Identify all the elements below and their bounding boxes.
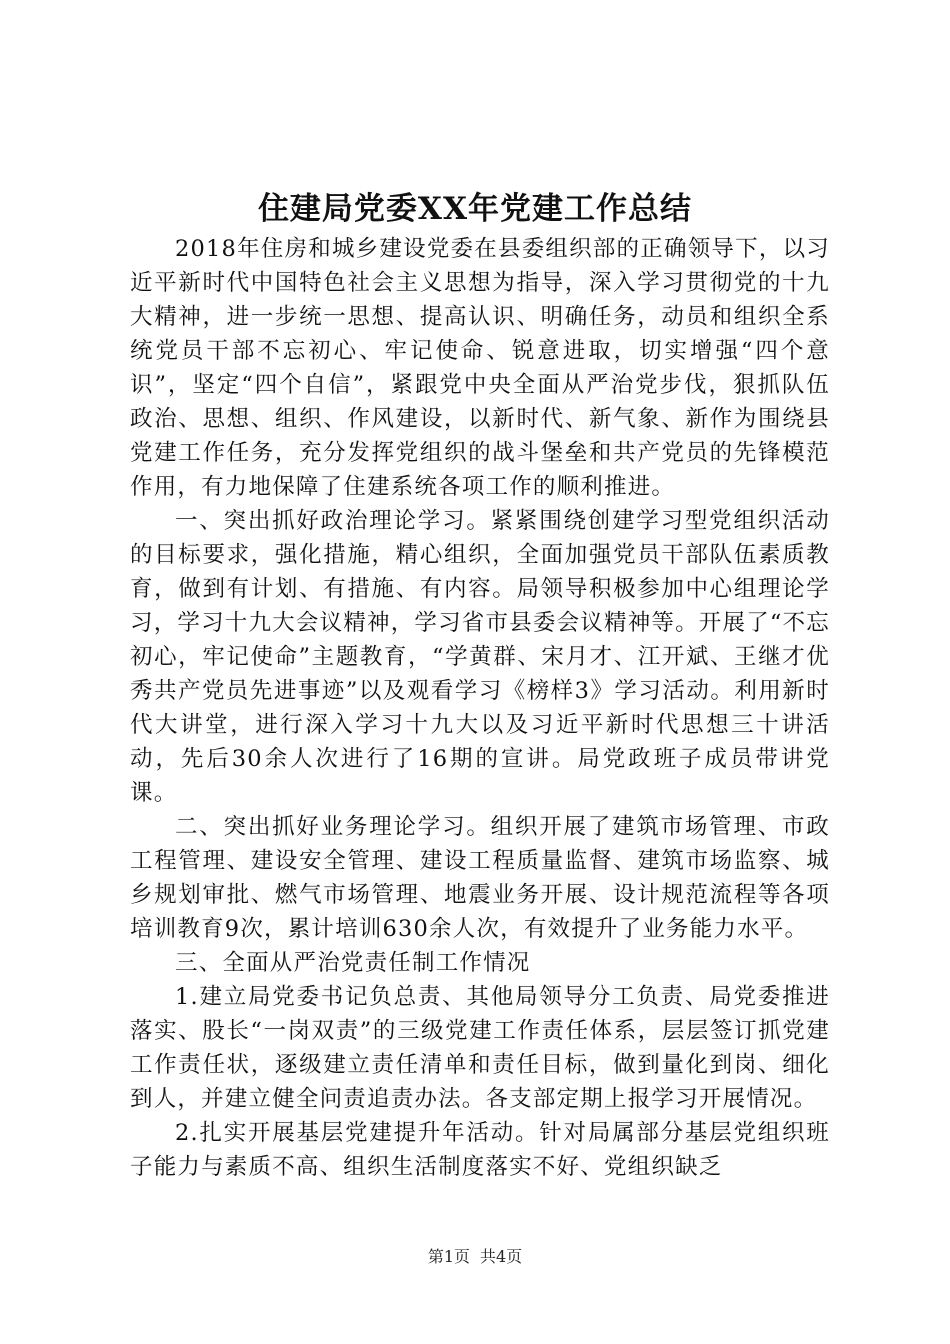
section-heading-responsibility: 三、全面从严治党责任制工作情况 xyxy=(175,950,531,976)
paragraph-business-study: 二、突出抓好业务理论学习。组织开展了建筑市场管理、市政工程管理、建设安全管理、建设工程质量监督、建筑市场监察、城乡规划审批、燃气市场管理、地震业务开展、设计规范流程等各项培训教育9次，累计培训630余人次，有效提升了业务能力水平。 xyxy=(130,814,830,942)
document-body xyxy=(130,232,830,1184)
page-footer xyxy=(0,1246,950,1268)
page-total: 共4页 xyxy=(480,1247,523,1266)
paragraph-grassroots: 2.扎实开展基层党建提升年活动。针对局属部分基层党组织班子能力与素质不高、组织生活制度落实不好、党组织缺乏 xyxy=(130,1120,830,1180)
document-title: 住建局党委XX年党建工作总结 xyxy=(257,191,693,227)
paragraph-political-study: 一、突出抓好政治理论学习。紧紧围绕创建学习型党组织活动的目标要求，强化措施，精心组织，全面加强党员干部队伍素质教育，做到有计划、有措施、有内容。局领导积极参加中心组理论学习，学习十九大会议精神，学习省市县委会议精神等。开展了“不忘初心，牢记使命”主题教育，“学黄群、宋月才、江开斌、王继才优秀共产党员先进事迹”以及观看学习《榜样3》学习活动。利用新时代大讲堂，进行深入学习十九大以及习近平新时代思想三十讲活动，先后30余人次进行了16期的宣讲。局党政班子成员带讲党课。 xyxy=(130,508,831,806)
paragraph-intro: 2018年住房和城乡建设党委在县委组织部的正确领导下，以习近平新时代中国特色社会主义思想为指导，深入学习贯彻党的十九大精神，进一步统一思想、提高认识、明确任务，动员和组织全系统党员干部不忘初心、牢记使命、锐意进取，切实增强“四个意识”，坚定“四个自信”，紧跟党中央全面从严治党步伐，狠抓队伍政治、思想、组织、作风建设，以新时代、新气象、新作为围绕县党建工作任务，充分发挥党组织的战斗堡垒和共产党员的先锋模范作用，有力地保障了住建系统各项工作的顺利推进。 xyxy=(130,236,830,500)
page-number: 第1页 xyxy=(427,1247,470,1266)
paragraph-responsibility-system: 1.建立局党委书记负总责、其他局领导分工负责、局党委推进落实、股长“一岗双责”的三级党建工作责任体系，层层签订抓党建工作责任状，逐级建立责任清单和责任目标，做到量化到岗、细化到人，并建立健全问责追责办法。各支部定期上报学习开展情况。 xyxy=(130,984,830,1112)
